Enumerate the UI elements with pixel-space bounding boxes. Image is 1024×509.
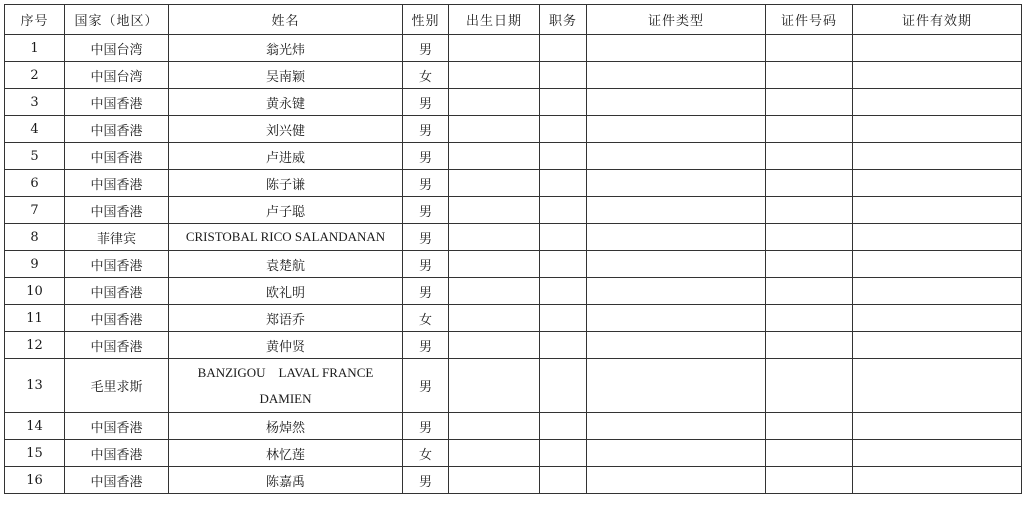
cell-birth-date xyxy=(449,224,540,251)
cell-birth-date xyxy=(449,197,540,224)
cell-index: 13 xyxy=(5,359,65,413)
header-position: 职务 xyxy=(540,5,587,35)
table-row xyxy=(5,116,1022,143)
cell-index: 11 xyxy=(5,305,65,332)
cell-index: 8 xyxy=(5,224,65,251)
roster-table xyxy=(4,4,1022,494)
cell-gender: 男 xyxy=(403,278,449,305)
cell-country: 菲律宾 xyxy=(65,224,169,251)
cell-id-type xyxy=(587,35,766,62)
cell-id-type xyxy=(587,170,766,197)
cell-id-number xyxy=(766,413,853,440)
cell-id-validity xyxy=(853,35,1022,62)
table-row xyxy=(5,332,1022,359)
table-row xyxy=(5,89,1022,116)
cell-birth-date xyxy=(449,413,540,440)
cell-gender: 男 xyxy=(403,224,449,251)
cell-position xyxy=(540,278,587,305)
table-row xyxy=(5,413,1022,440)
table-row xyxy=(5,251,1022,278)
cell-country: 中国香港 xyxy=(65,305,169,332)
roster-body xyxy=(5,35,1022,494)
cell-name: 欧礼明 xyxy=(169,278,403,305)
cell-gender: 男 xyxy=(403,116,449,143)
cell-country: 中国香港 xyxy=(65,170,169,197)
cell-country: 中国香港 xyxy=(65,413,169,440)
cell-id-validity xyxy=(853,62,1022,89)
cell-country: 中国香港 xyxy=(65,440,169,467)
cell-id-type xyxy=(587,467,766,494)
cell-id-type xyxy=(587,197,766,224)
cell-index: 10 xyxy=(5,278,65,305)
cell-birth-date xyxy=(449,305,540,332)
cell-position xyxy=(540,305,587,332)
cell-birth-date xyxy=(449,170,540,197)
table-row xyxy=(5,143,1022,170)
cell-country: 中国香港 xyxy=(65,332,169,359)
cell-id-validity xyxy=(853,116,1022,143)
cell-index: 6 xyxy=(5,170,65,197)
cell-birth-date xyxy=(449,143,540,170)
cell-country: 中国台湾 xyxy=(65,62,169,89)
cell-index: 14 xyxy=(5,413,65,440)
cell-birth-date xyxy=(449,359,540,413)
cell-id-type xyxy=(587,89,766,116)
cell-id-validity xyxy=(853,251,1022,278)
cell-position xyxy=(540,413,587,440)
cell-position xyxy=(540,359,587,413)
table-row xyxy=(5,359,1022,413)
cell-name: 杨焯然 xyxy=(169,413,403,440)
cell-name: 吴南颖 xyxy=(169,62,403,89)
cell-id-type xyxy=(587,116,766,143)
cell-id-validity xyxy=(853,89,1022,116)
cell-index: 7 xyxy=(5,197,65,224)
cell-country: 中国台湾 xyxy=(65,35,169,62)
cell-gender: 男 xyxy=(403,35,449,62)
cell-position xyxy=(540,89,587,116)
cell-name: 黄仲贤 xyxy=(169,332,403,359)
cell-position xyxy=(540,467,587,494)
cell-id-number xyxy=(766,143,853,170)
cell-name: BANZIGOU LAVAL FRANCE DAMIEN xyxy=(169,359,403,413)
cell-id-validity xyxy=(853,332,1022,359)
cell-birth-date xyxy=(449,440,540,467)
cell-name: 刘兴健 xyxy=(169,116,403,143)
table-row xyxy=(5,440,1022,467)
cell-id-type xyxy=(587,440,766,467)
cell-name: 翁光炜 xyxy=(169,35,403,62)
cell-id-number xyxy=(766,467,853,494)
cell-name: 陈子谦 xyxy=(169,170,403,197)
cell-birth-date xyxy=(449,278,540,305)
table-row xyxy=(5,467,1022,494)
cell-id-validity xyxy=(853,305,1022,332)
cell-index: 15 xyxy=(5,440,65,467)
cell-id-number xyxy=(766,278,853,305)
cell-position xyxy=(540,116,587,143)
cell-birth-date xyxy=(449,62,540,89)
cell-id-number xyxy=(766,89,853,116)
cell-name: 林忆莲 xyxy=(169,440,403,467)
cell-id-validity xyxy=(853,278,1022,305)
cell-id-validity xyxy=(853,440,1022,467)
cell-gender: 男 xyxy=(403,332,449,359)
cell-position xyxy=(540,440,587,467)
cell-id-number xyxy=(766,440,853,467)
header-name: 姓名 xyxy=(169,5,403,35)
cell-index: 1 xyxy=(5,35,65,62)
header-birth-date: 出生日期 xyxy=(449,5,540,35)
cell-name: 卢进威 xyxy=(169,143,403,170)
header-id-type: 证件类型 xyxy=(587,5,766,35)
table-row xyxy=(5,62,1022,89)
cell-birth-date xyxy=(449,116,540,143)
cell-gender: 男 xyxy=(403,197,449,224)
cell-index: 5 xyxy=(5,143,65,170)
cell-name: 郑语乔 xyxy=(169,305,403,332)
cell-gender: 男 xyxy=(403,89,449,116)
header-country: 国家（地区） xyxy=(65,5,169,35)
cell-id-type xyxy=(587,62,766,89)
cell-index: 9 xyxy=(5,251,65,278)
cell-gender: 男 xyxy=(403,359,449,413)
cell-country: 中国香港 xyxy=(65,251,169,278)
table-row xyxy=(5,197,1022,224)
cell-id-validity xyxy=(853,413,1022,440)
cell-country: 中国香港 xyxy=(65,467,169,494)
cell-id-validity xyxy=(853,359,1022,413)
cell-gender: 男 xyxy=(403,413,449,440)
table-row xyxy=(5,170,1022,197)
cell-birth-date xyxy=(449,467,540,494)
cell-id-validity xyxy=(853,170,1022,197)
cell-position xyxy=(540,143,587,170)
cell-index: 4 xyxy=(5,116,65,143)
cell-gender: 女 xyxy=(403,440,449,467)
table-row xyxy=(5,224,1022,251)
cell-position xyxy=(540,251,587,278)
cell-name: 袁楚航 xyxy=(169,251,403,278)
header-index: 序号 xyxy=(5,5,65,35)
cell-position xyxy=(540,170,587,197)
header-id-number: 证件号码 xyxy=(766,5,853,35)
cell-gender: 女 xyxy=(403,305,449,332)
cell-position xyxy=(540,332,587,359)
cell-id-validity xyxy=(853,224,1022,251)
cell-id-number xyxy=(766,197,853,224)
cell-gender: 男 xyxy=(403,251,449,278)
cell-id-number xyxy=(766,116,853,143)
cell-index: 3 xyxy=(5,89,65,116)
cell-id-type xyxy=(587,143,766,170)
cell-id-number xyxy=(766,224,853,251)
cell-position xyxy=(540,224,587,251)
cell-id-type xyxy=(587,251,766,278)
cell-position xyxy=(540,62,587,89)
cell-position xyxy=(540,197,587,224)
cell-birth-date xyxy=(449,332,540,359)
cell-country: 中国香港 xyxy=(65,197,169,224)
cell-gender: 女 xyxy=(403,62,449,89)
cell-id-number xyxy=(766,332,853,359)
cell-id-number xyxy=(766,251,853,278)
cell-country: 中国香港 xyxy=(65,143,169,170)
cell-name: CRISTOBAL RICO SALANDANAN xyxy=(169,224,403,251)
cell-birth-date xyxy=(449,89,540,116)
cell-country: 中国香港 xyxy=(65,116,169,143)
header-row xyxy=(5,5,1022,35)
cell-gender: 男 xyxy=(403,467,449,494)
cell-index: 2 xyxy=(5,62,65,89)
cell-position xyxy=(540,35,587,62)
header-gender: 性别 xyxy=(403,5,449,35)
cell-id-type xyxy=(587,224,766,251)
cell-id-number xyxy=(766,170,853,197)
cell-id-type xyxy=(587,413,766,440)
cell-id-validity xyxy=(853,467,1022,494)
cell-birth-date xyxy=(449,35,540,62)
header-id-validity: 证件有效期 xyxy=(853,5,1022,35)
cell-country: 毛里求斯 xyxy=(65,359,169,413)
cell-index: 12 xyxy=(5,332,65,359)
cell-id-number xyxy=(766,359,853,413)
cell-id-type xyxy=(587,359,766,413)
table-row xyxy=(5,35,1022,62)
cell-id-type xyxy=(587,305,766,332)
cell-name: 陈嘉禹 xyxy=(169,467,403,494)
cell-gender: 男 xyxy=(403,170,449,197)
cell-birth-date xyxy=(449,251,540,278)
cell-id-number xyxy=(766,62,853,89)
cell-id-validity xyxy=(853,197,1022,224)
cell-id-validity xyxy=(853,143,1022,170)
cell-country: 中国香港 xyxy=(65,89,169,116)
cell-id-type xyxy=(587,332,766,359)
cell-country: 中国香港 xyxy=(65,278,169,305)
table-row xyxy=(5,305,1022,332)
cell-name: 卢子聪 xyxy=(169,197,403,224)
table-row xyxy=(5,278,1022,305)
cell-id-number xyxy=(766,35,853,62)
cell-id-type xyxy=(587,278,766,305)
cell-index: 16 xyxy=(5,467,65,494)
cell-gender: 男 xyxy=(403,143,449,170)
cell-name: 黄永键 xyxy=(169,89,403,116)
cell-id-number xyxy=(766,305,853,332)
